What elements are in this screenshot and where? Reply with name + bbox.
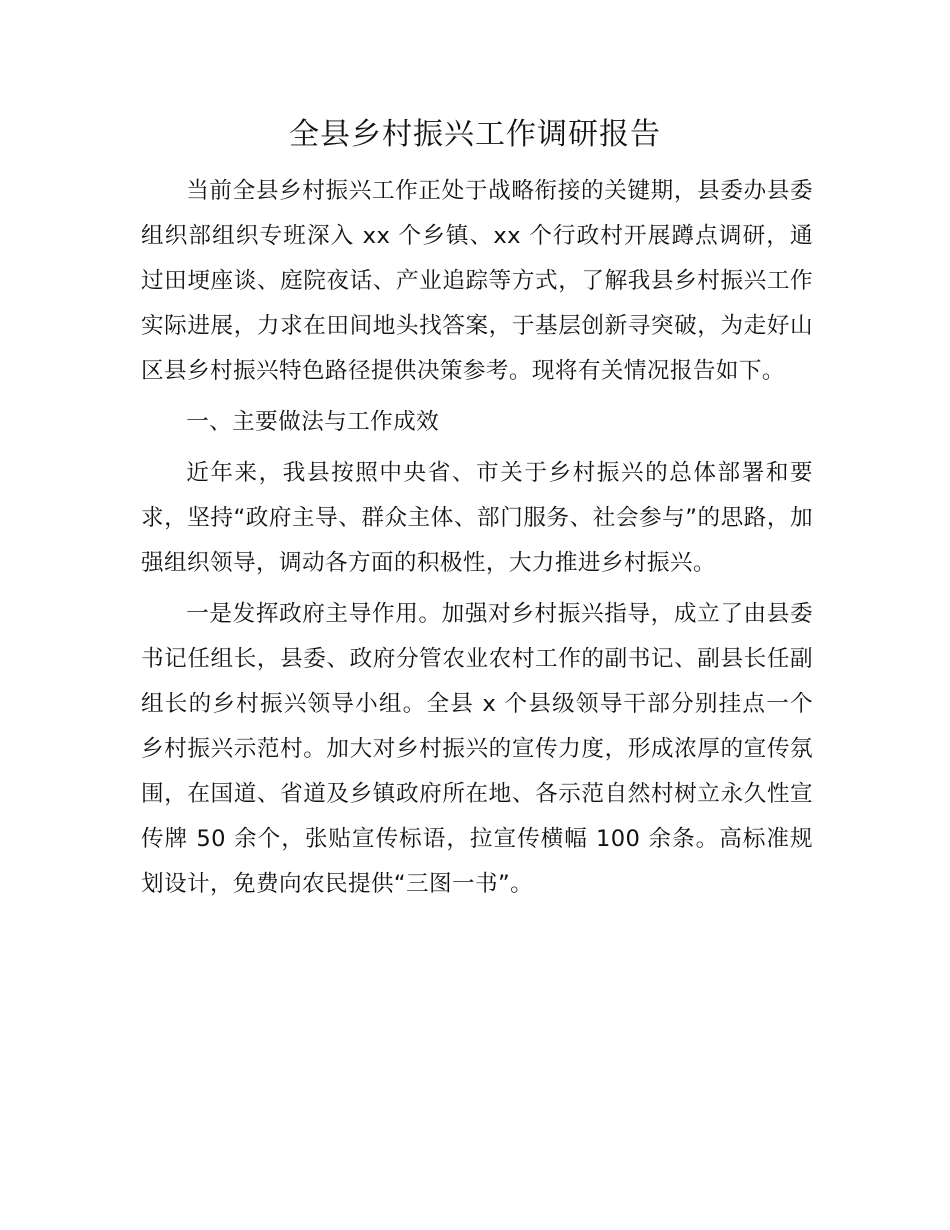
document-body bbox=[141, 169, 813, 907]
section-heading: 一、主要做法与工作成效 bbox=[186, 409, 440, 435]
intro-paragraph: 当前全县乡村振兴工作正处于战略衔接的关键期，县委办县委组织部组织专班深入 xx 个乡镇、xx 个行政村开展蹲点调研，通过田埂座谈、庭院夜话、产业追踪等方式，了解我县乡村振兴工作实际进展，力求在田间地头找答案，于基层创新寻突破，为走好山区县乡村振兴特色路径提供决策参考。现将有关情况报告如下。 bbox=[141, 178, 813, 384]
document-title: 全县乡村振兴工作调研报告 bbox=[289, 117, 661, 152]
government-role-paragraph: 一是发挥政府主导作用。加强对乡村振兴指导，成立了由县委书记任组长，县委、政府分管农业农村工作的副书记、副县长任副组长的乡村振兴领导小组。全县 x 个县级领导干部分别挂点一个乡村振兴示范村。加大对乡村振兴的宣传力度，形成浓厚的宣传氛围，在国道、省道及乡镇政府所在地、各示范自然村树立永久性宣传牌 50 余个，张贴宣传标语，拉宣传横幅 100 余条。高标准规划设计，免费向农民提供“三图一书”。 bbox=[141, 601, 813, 897]
overview-paragraph: 近年来，我县按照中央省、市关于乡村振兴的总体部署和要求，坚持“政府主导、群众主体、部门服务、社会参与”的思路，加强组织领导，调动各方面的积极性，大力推进乡村振兴。 bbox=[141, 460, 813, 576]
